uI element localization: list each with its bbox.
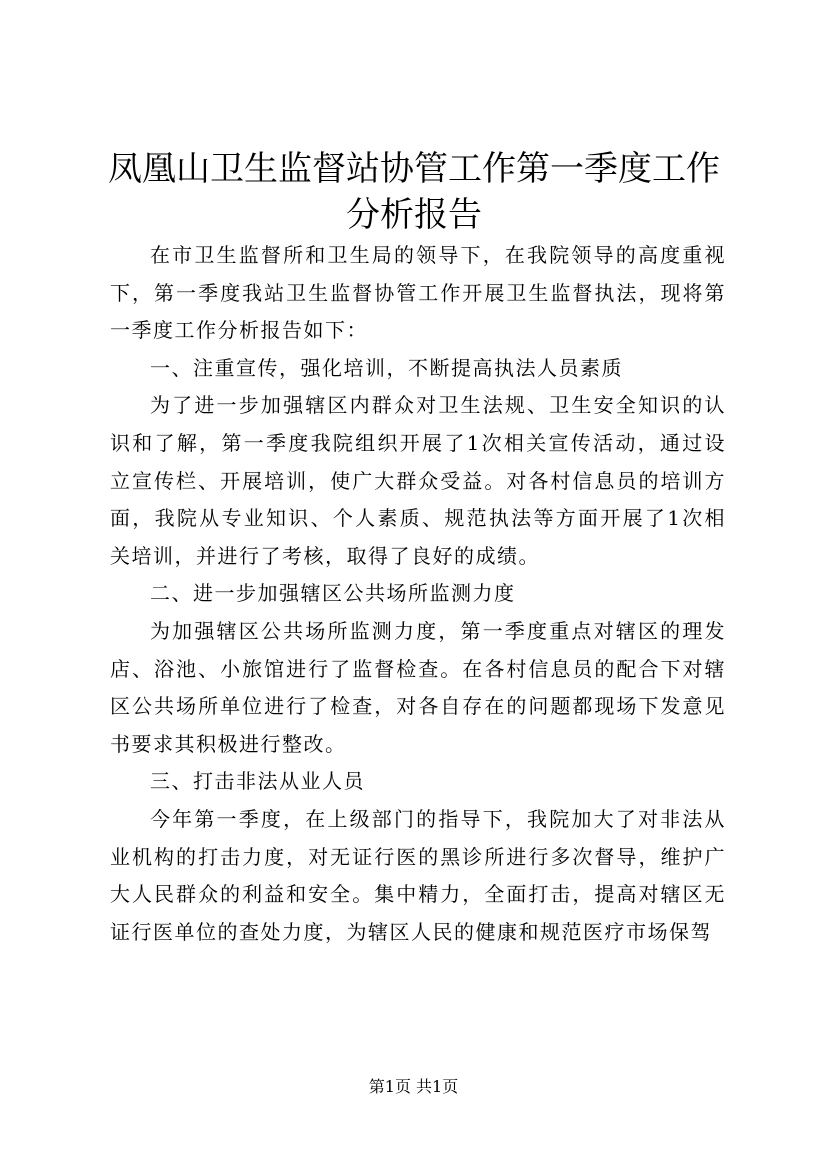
page-footer: 第1页 共1页 bbox=[368, 1077, 459, 1096]
document-body bbox=[110, 237, 726, 951]
document-title: 凤凰山卫生监督站协管工作第一季度工作分析报告 bbox=[108, 149, 720, 235]
paragraph-intro: 在市卫生监督所和卫生局的领导下，在我院领导的高度重视下，第一季度我站卫生监督协管工作开展卫生监督执法，现将第一季度工作分析报告如下： bbox=[110, 243, 726, 343]
section-heading-2: 二、进一步加强辖区公共场所监测力度 bbox=[150, 581, 516, 606]
section-heading-1: 一、注重宣传，强化培训，不断提高执法人员素质 bbox=[150, 355, 623, 380]
paragraph-section-3: 今年第一季度，在上级部门的指导下，我院加大了对非法从业机构的打击力度，对无证行医的黑诊所进行多次督导，维护广大人民群众的利益和安全。集中精力，全面打击，提高对辖区无证行医单位的查处力度，为辖区人民的健康和规范医疗市场保驾 bbox=[110, 806, 726, 944]
section-heading-3: 三、打击非法从业人员 bbox=[150, 769, 365, 794]
paragraph-section-1: 为了进一步加强辖区内群众对卫生法规、卫生安全知识的认识和了解，第一季度我院组织开展了1次相关宣传活动，通过设立宣传栏、开展培训，使广大群众受益。对各村信息员的培训方面，我院从专业知识、个人素质、规范执法等方面开展了1次相关培训，并进行了考核，取得了良好的成绩。 bbox=[110, 393, 726, 568]
paragraph-section-2: 为加强辖区公共场所监测力度，第一季度重点对辖区的理发店、浴池、小旅馆进行了监督检查。在各村信息员的配合下对辖区公共场所单位进行了检查，对各自存在的问题都现场下发意见书要求其积极进行整改。 bbox=[110, 618, 726, 756]
